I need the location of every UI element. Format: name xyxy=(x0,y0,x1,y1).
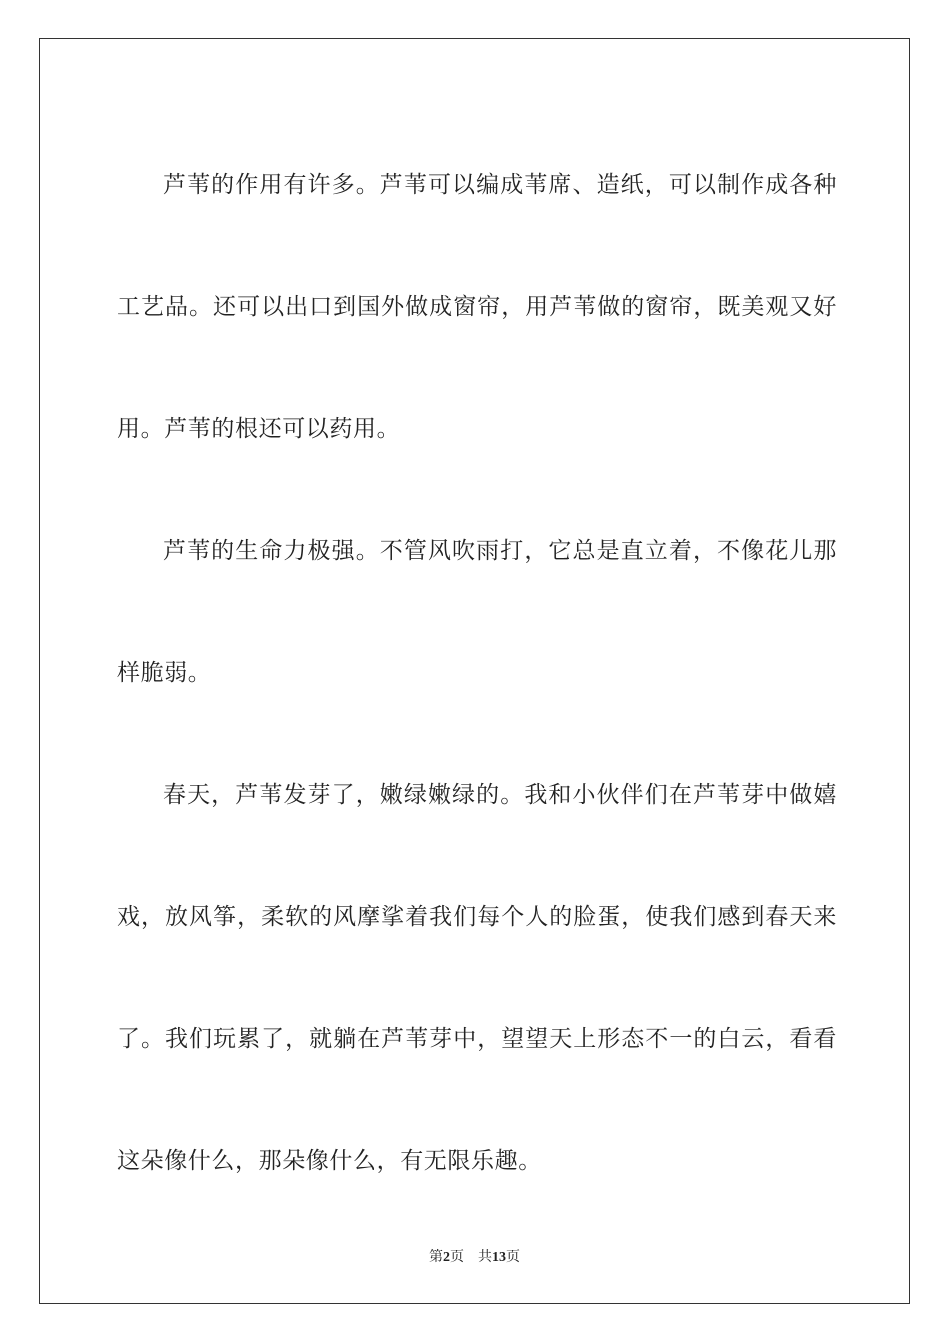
page-footer xyxy=(40,1246,909,1266)
paragraph-vitality: 芦苇的生命力极强。不管风吹雨打，它总是直立着，不像花儿那样脆弱。 xyxy=(117,538,837,686)
page-suffix: 页 xyxy=(450,1250,464,1265)
total-prefix: 共 xyxy=(478,1250,492,1265)
total-pages: 13 xyxy=(492,1250,506,1265)
page-number: 2 xyxy=(443,1250,450,1265)
total-suffix: 页 xyxy=(506,1250,520,1265)
paragraph-spring: 春天，芦苇发芽了，嫩绿嫩绿的。我和小伙伴们在芦苇芽中做嬉戏，放风筝，柔软的风摩挲着我们每个人的脸蛋，使我们感到春天来了。我们玩累了，就躺在芦苇芽中，望望天上形态不一的白云，看看这朵像什么，那朵像什么，有无限乐趣。 xyxy=(117,782,837,1174)
document-page xyxy=(39,38,910,1304)
page-prefix: 第 xyxy=(429,1250,443,1265)
document-body xyxy=(117,124,837,1222)
paragraph-uses: 芦苇的作用有许多。芦苇可以编成苇席、造纸，可以制作成各种工艺品。还可以出口到国外做成窗帘，用芦苇做的窗帘，既美观又好用。芦苇的根还可以药用。 xyxy=(117,172,837,442)
